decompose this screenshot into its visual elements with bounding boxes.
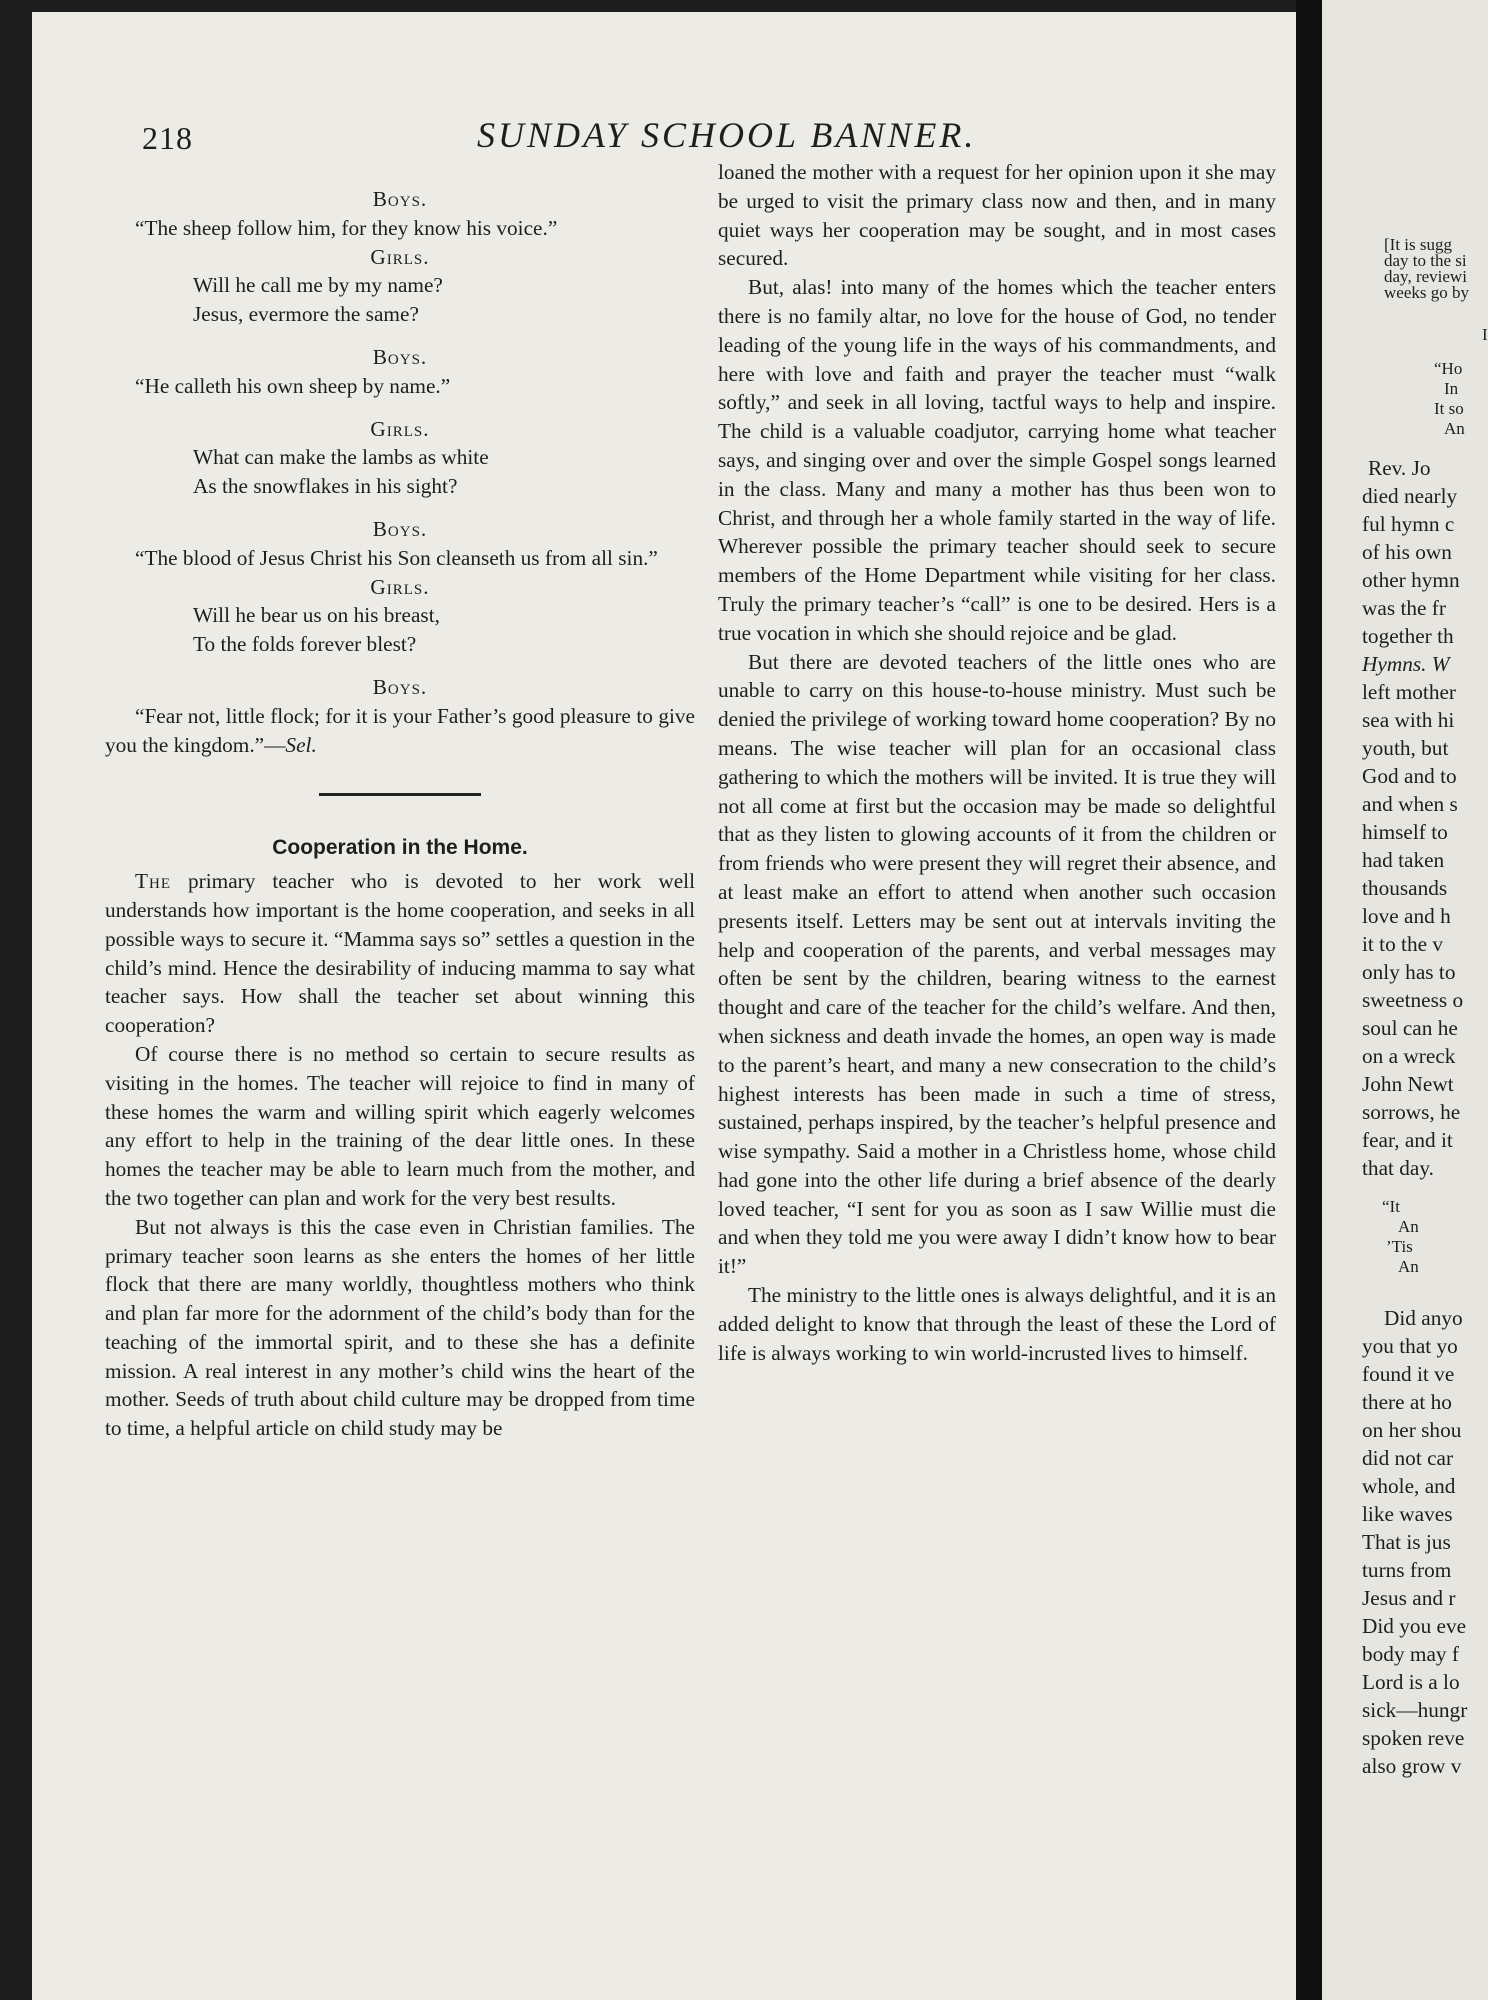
page-number: 218 (142, 120, 193, 156)
fragment-line: soul can he (1362, 1016, 1458, 1040)
boys-label: Boys. (372, 187, 428, 211)
fragment-line: left mother (1362, 680, 1457, 704)
girls-label: Girls. (370, 574, 430, 599)
book-gutter (1296, 0, 1322, 2000)
verse-line: Will he call me by my name? (193, 273, 443, 298)
boys-label: Boys. (372, 674, 428, 699)
fragment-line: youth, but (1362, 736, 1449, 760)
scripture-quote: “The blood of Jesus Christ his Son cleanseth us from all sin.” (135, 545, 658, 570)
fragment-line: it to the v (1362, 932, 1444, 956)
article-paragraph: But there are devoted teachers of the little ones who are unable to carry on this house-to-house ministry. Must such be denied the privilege of working toward home cooperation? By no means. The wise teacher will plan for an occasional class gathering to which the mothers will be invited. It is true they will not all come at first but the occasion may be made so delightful that as they listen to glowing accounts of it from the children or from friends who were present they will regret their absence, and at least make an effort to attend when another such occasion presents itself. Letters may be sent out at intervals inviting the help and cooperation of the parents, and verbal messages may often be sent by the children, bearing witness to the earnest thought and care of the teacher for the child’s welfare. And then, when sickness and death invade the homes, an open way is made to the parent’s heart, and many a new consecration to the child’s highest interests has been made in such a time of stress, sustained, perhaps inspired, by the teacher’s helpful presence and wise sympathy. Said a mother in a Christless home, whose child had gone into the other life during a brief absence of the dearly loved teacher, “I sent for you as soon as I saw Willie must die and when they told me you were away I didn’t know how to bear it!” (718, 649, 1276, 1279)
fragment-line: whole, and (1362, 1474, 1456, 1498)
article-paragraph: But, alas! into many of the homes which the teacher enters there is no family altar, no love for the house of God, no tender leading of the young life in the ways of his commandments, and here with love and faith and prayer the teacher must “walk softly,” and seek in all loving, tactful ways to help and inspire. The child is a valuable coadjutor, carrying home what teacher says, and singing over and over the simple Gospel songs learned in the class. Many and many a mother has thus been won to Christ, and through her a whole family started in the way of life. Wherever possible the primary teacher should seek to secure members of the Home Department while visiting for her class. Truly the primary teacher’s “call” is one to be desired. Hers is a true vocation in which she should rejoice and be glad. (718, 275, 1276, 645)
paragraph-text: primary teacher who is devoted to her work well understands how important is the home cooperation, and seeks in all possible ways to secure it. “Mamma says so” settles a question in the child’s mind. Hence the desirability of inducing mamma to say what teacher says. How shall the teacher set about winning this cooperation? (105, 869, 695, 1038)
article-title: Cooperation in the Home. (272, 836, 528, 860)
fragment-line: body may f (1362, 1642, 1460, 1666)
fragment-line: you that yo (1362, 1334, 1458, 1358)
fragment-line: sweetness o (1362, 988, 1464, 1012)
fragment-line: Hymns. W (1362, 652, 1450, 676)
fragment-line: sorrows, he (1362, 1100, 1461, 1124)
fragment-line: on a wreck (1362, 1044, 1456, 1068)
fragment-line: there at ho (1362, 1390, 1452, 1414)
fragment-line: ful hymn c (1362, 512, 1455, 536)
fragment-line: I (1482, 325, 1488, 344)
scripture-quote: “He calleth his own sheep by name.” (135, 373, 451, 398)
fragment-line: thousands (1362, 876, 1448, 900)
article-paragraph: Of course there is no method so certain to secure results as visiting in the homes. The teacher will rejoice to find in many of these homes the warm and willing spirit which eagerly welcomes any effort to help in the training of the dear little ones. In these homes the teacher may be able to learn much from the mother, and the two together can plan and work for the very best results. (105, 1041, 695, 1210)
fragment-line: Did you eve (1362, 1614, 1467, 1638)
fragment-line: had taken (1362, 848, 1445, 872)
fragment-line: sick—hungr (1362, 1698, 1468, 1722)
article-paragraph: loaned the mother with a request for her opinion upon it she may be urged to visit the primary class now and then, and in many quiet ways her cooperation may be sought, and in most cases secured. (718, 160, 1276, 271)
article-paragraph: But not always is this the case even in Christian families. The primary teacher soon learns as she enters the homes of her little flock that there are many worldly, thoughtless mothers who think and plan far more for the adornment of the child’s body than for the teaching of the immortal spirit, and to these she has a definite mission. A real interest in any mother’s child wins the heart of the mother. Seeds of truth about child culture may be dropped from time to time, a helpful article on child study may be (105, 1214, 695, 1441)
fragment-line: sea with hi (1362, 708, 1455, 732)
article-lead-word: The (135, 869, 172, 894)
fragment-line: was the fr (1362, 596, 1446, 620)
scripture-quote (105, 702, 695, 760)
fragment-line: and when s (1362, 792, 1458, 816)
fragment-line: that day. (1362, 1156, 1434, 1180)
fragment-line: turns from (1362, 1558, 1452, 1582)
fragment-line: on her shou (1362, 1418, 1462, 1442)
fragment-line: only has to (1362, 960, 1456, 984)
fragment-line: died nearly (1362, 484, 1458, 508)
article-paragraph (105, 867, 695, 1040)
verse-line: To the folds forever blest? (193, 632, 417, 657)
fragment-line: himself to (1362, 820, 1448, 844)
fragment-line: fear, and it (1362, 1128, 1453, 1152)
boys-label: Boys. (372, 344, 428, 369)
section-divider (319, 793, 481, 796)
fragment-line: also grow v (1362, 1754, 1462, 1778)
fragment-line: An (1398, 1217, 1419, 1236)
fragment-line: An (1444, 419, 1465, 438)
right-column (718, 158, 1276, 1367)
fragment-line: of his own (1362, 540, 1452, 564)
fragment-line: ’Tis (1386, 1237, 1413, 1256)
boys-label: Boys. (372, 516, 428, 541)
verse-line: Will he bear us on his breast, (193, 603, 440, 628)
fragment-line: like waves (1362, 1502, 1453, 1526)
fragment-line: It so (1434, 399, 1464, 418)
fragment-line: Lord is a lo (1362, 1670, 1460, 1694)
fragment-line: did not car (1362, 1446, 1454, 1470)
adjacent-page-edge (1322, 0, 1488, 2000)
fragment-line: “Ho (1434, 359, 1463, 378)
quote-text: “Fear not, little flock; for it is your Father’s good pleasure to give you the kingdom.”— (105, 703, 695, 757)
fragment-line: weeks go by (1384, 283, 1469, 302)
verse-line: What can make the lambs as white (193, 445, 489, 470)
fragment-line: That is jus (1362, 1530, 1451, 1554)
fragment-line: [It is sugg (1384, 235, 1452, 254)
scripture-quote: “The sheep follow him, for they know his voice.” (135, 215, 558, 240)
fragment-line: Did anyo (1384, 1306, 1463, 1330)
fragment-line: Rev. Jo (1368, 456, 1431, 480)
fragment-line: spoken reve (1362, 1726, 1465, 1750)
fragment-line: together th (1362, 624, 1454, 648)
fragment-line: God and to (1362, 764, 1457, 788)
running-header-title: SUNDAY SCHOOL BANNER. (477, 115, 977, 155)
fragment-line: John Newt (1362, 1072, 1454, 1096)
fragment-line: love and h (1362, 904, 1451, 928)
fragment-line: found it ve (1362, 1362, 1455, 1386)
verse-line: As the snowflakes in his sight? (193, 474, 458, 499)
verse-line: Jesus, evermore the same? (193, 302, 419, 327)
fragment-line: Jesus and r (1362, 1586, 1456, 1610)
girls-label: Girls. (370, 244, 430, 269)
fragment-line: In (1444, 379, 1459, 398)
article-paragraph: The ministry to the little ones is always delightful, and it is an added delight to know that through the least of these the Lord of life is always working to win world-incrusted lives to himself. (718, 1283, 1276, 1365)
fragment-line: other hymn (1362, 568, 1460, 592)
quote-source: Sel. (285, 732, 317, 757)
fragment-line: An (1398, 1257, 1419, 1276)
fragment-line: “It (1382, 1197, 1400, 1216)
left-column (105, 185, 695, 1443)
fragment-line: day to the si (1384, 251, 1467, 270)
girls-label: Girls. (370, 416, 430, 441)
fragment-line: day, reviewi (1384, 267, 1467, 286)
